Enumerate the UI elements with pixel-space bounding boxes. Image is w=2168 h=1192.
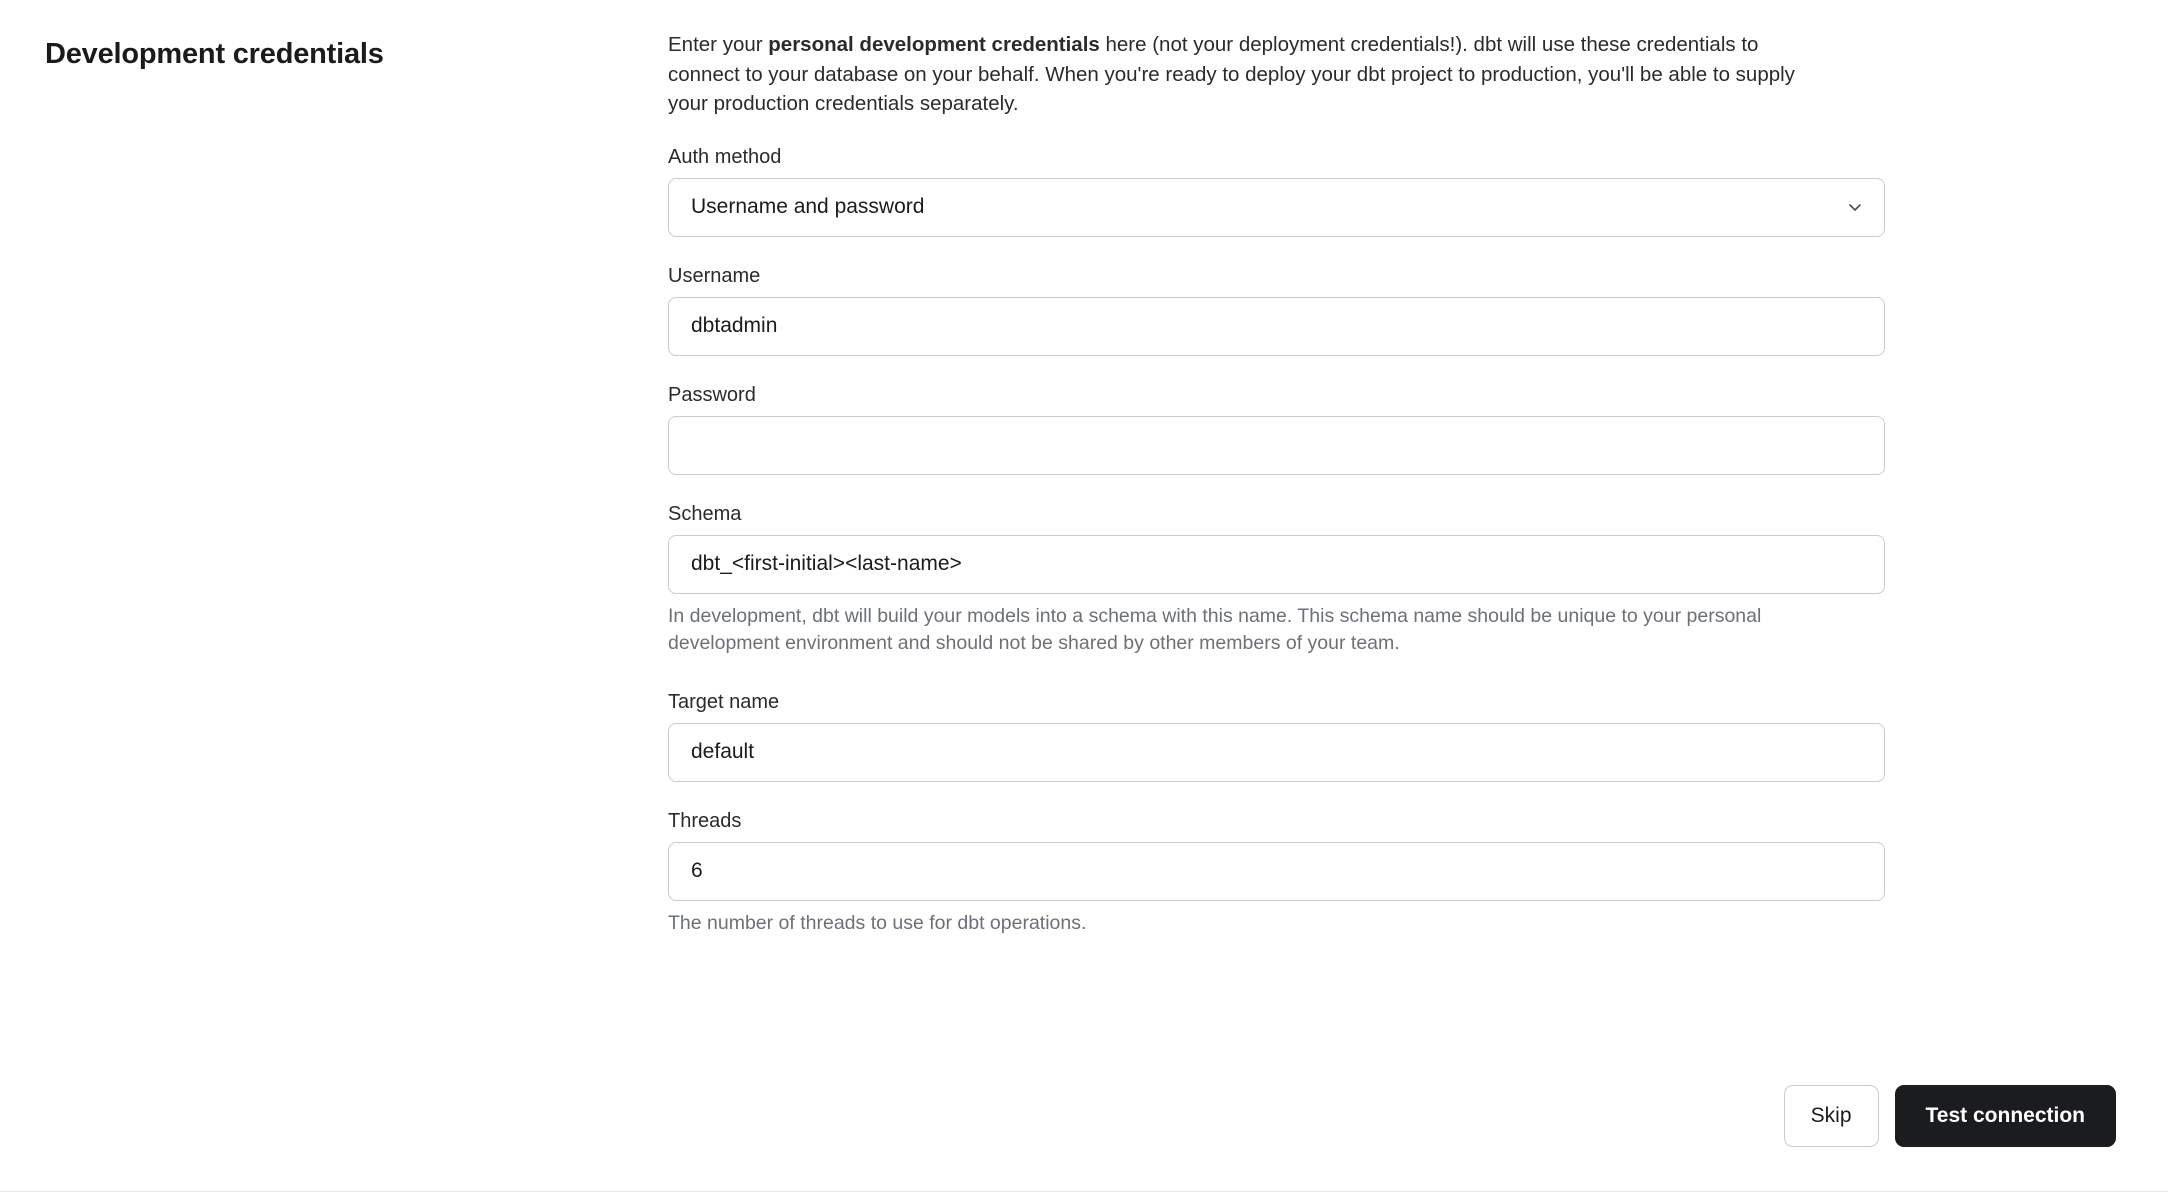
intro-paragraph	[668, 30, 1833, 119]
schema-input-wrapper[interactable]	[668, 535, 1885, 594]
footer-actions	[1784, 1085, 2116, 1147]
username-value: dbtadmin	[691, 314, 778, 337]
target-name-input-wrapper[interactable]	[668, 723, 1885, 782]
auth-method-label: Auth method	[668, 145, 782, 168]
skip-button[interactable]: Skip	[1784, 1085, 1879, 1147]
field-username	[668, 264, 1885, 356]
page-title: Development credentials	[45, 38, 384, 70]
auth-method-value: Username and password	[691, 195, 925, 218]
field-threads	[668, 809, 1885, 937]
threads-input-wrapper[interactable]	[668, 842, 1885, 901]
intro-strong: personal development credentials	[768, 33, 1100, 56]
threads-label: Threads	[668, 809, 742, 832]
footer-bar	[0, 1065, 2168, 1192]
test-connection-button[interactable]: Test connection	[1895, 1085, 2116, 1147]
field-password	[668, 383, 1885, 475]
target-name-value: default	[691, 740, 755, 763]
credentials-form	[668, 30, 1885, 937]
intro-lead: Enter your	[668, 33, 769, 56]
intro-rest: here (not your deployment credentials!). dbt will use these credentials to connect to your database on your behalf. When you're ready to deploy your dbt project to production, you'll be able to supply your production credentials separately.	[668, 33, 1795, 115]
auth-method-select[interactable]	[668, 178, 1885, 237]
schema-helper-text: In development, dbt will build your models into a schema with this name. This schema name should be unique to your personal development environment and should not be shared by other members of your team.	[668, 604, 1762, 654]
username-input-wrapper[interactable]	[668, 297, 1885, 356]
field-auth-method	[668, 145, 1885, 237]
target-name-label: Target name	[668, 690, 780, 713]
username-label: Username	[668, 264, 761, 287]
chevron-down-icon	[1846, 198, 1864, 216]
password-label: Password	[668, 383, 756, 406]
schema-label: Schema	[668, 502, 742, 525]
password-input-wrapper[interactable]	[668, 416, 1885, 475]
schema-value: dbt_<first-initial><last-name>	[691, 552, 962, 575]
field-schema	[668, 502, 1885, 657]
threads-helper-text: The number of threads to use for dbt operations.	[668, 911, 1087, 934]
threads-value: 6	[691, 859, 703, 882]
field-target-name	[668, 690, 1885, 782]
